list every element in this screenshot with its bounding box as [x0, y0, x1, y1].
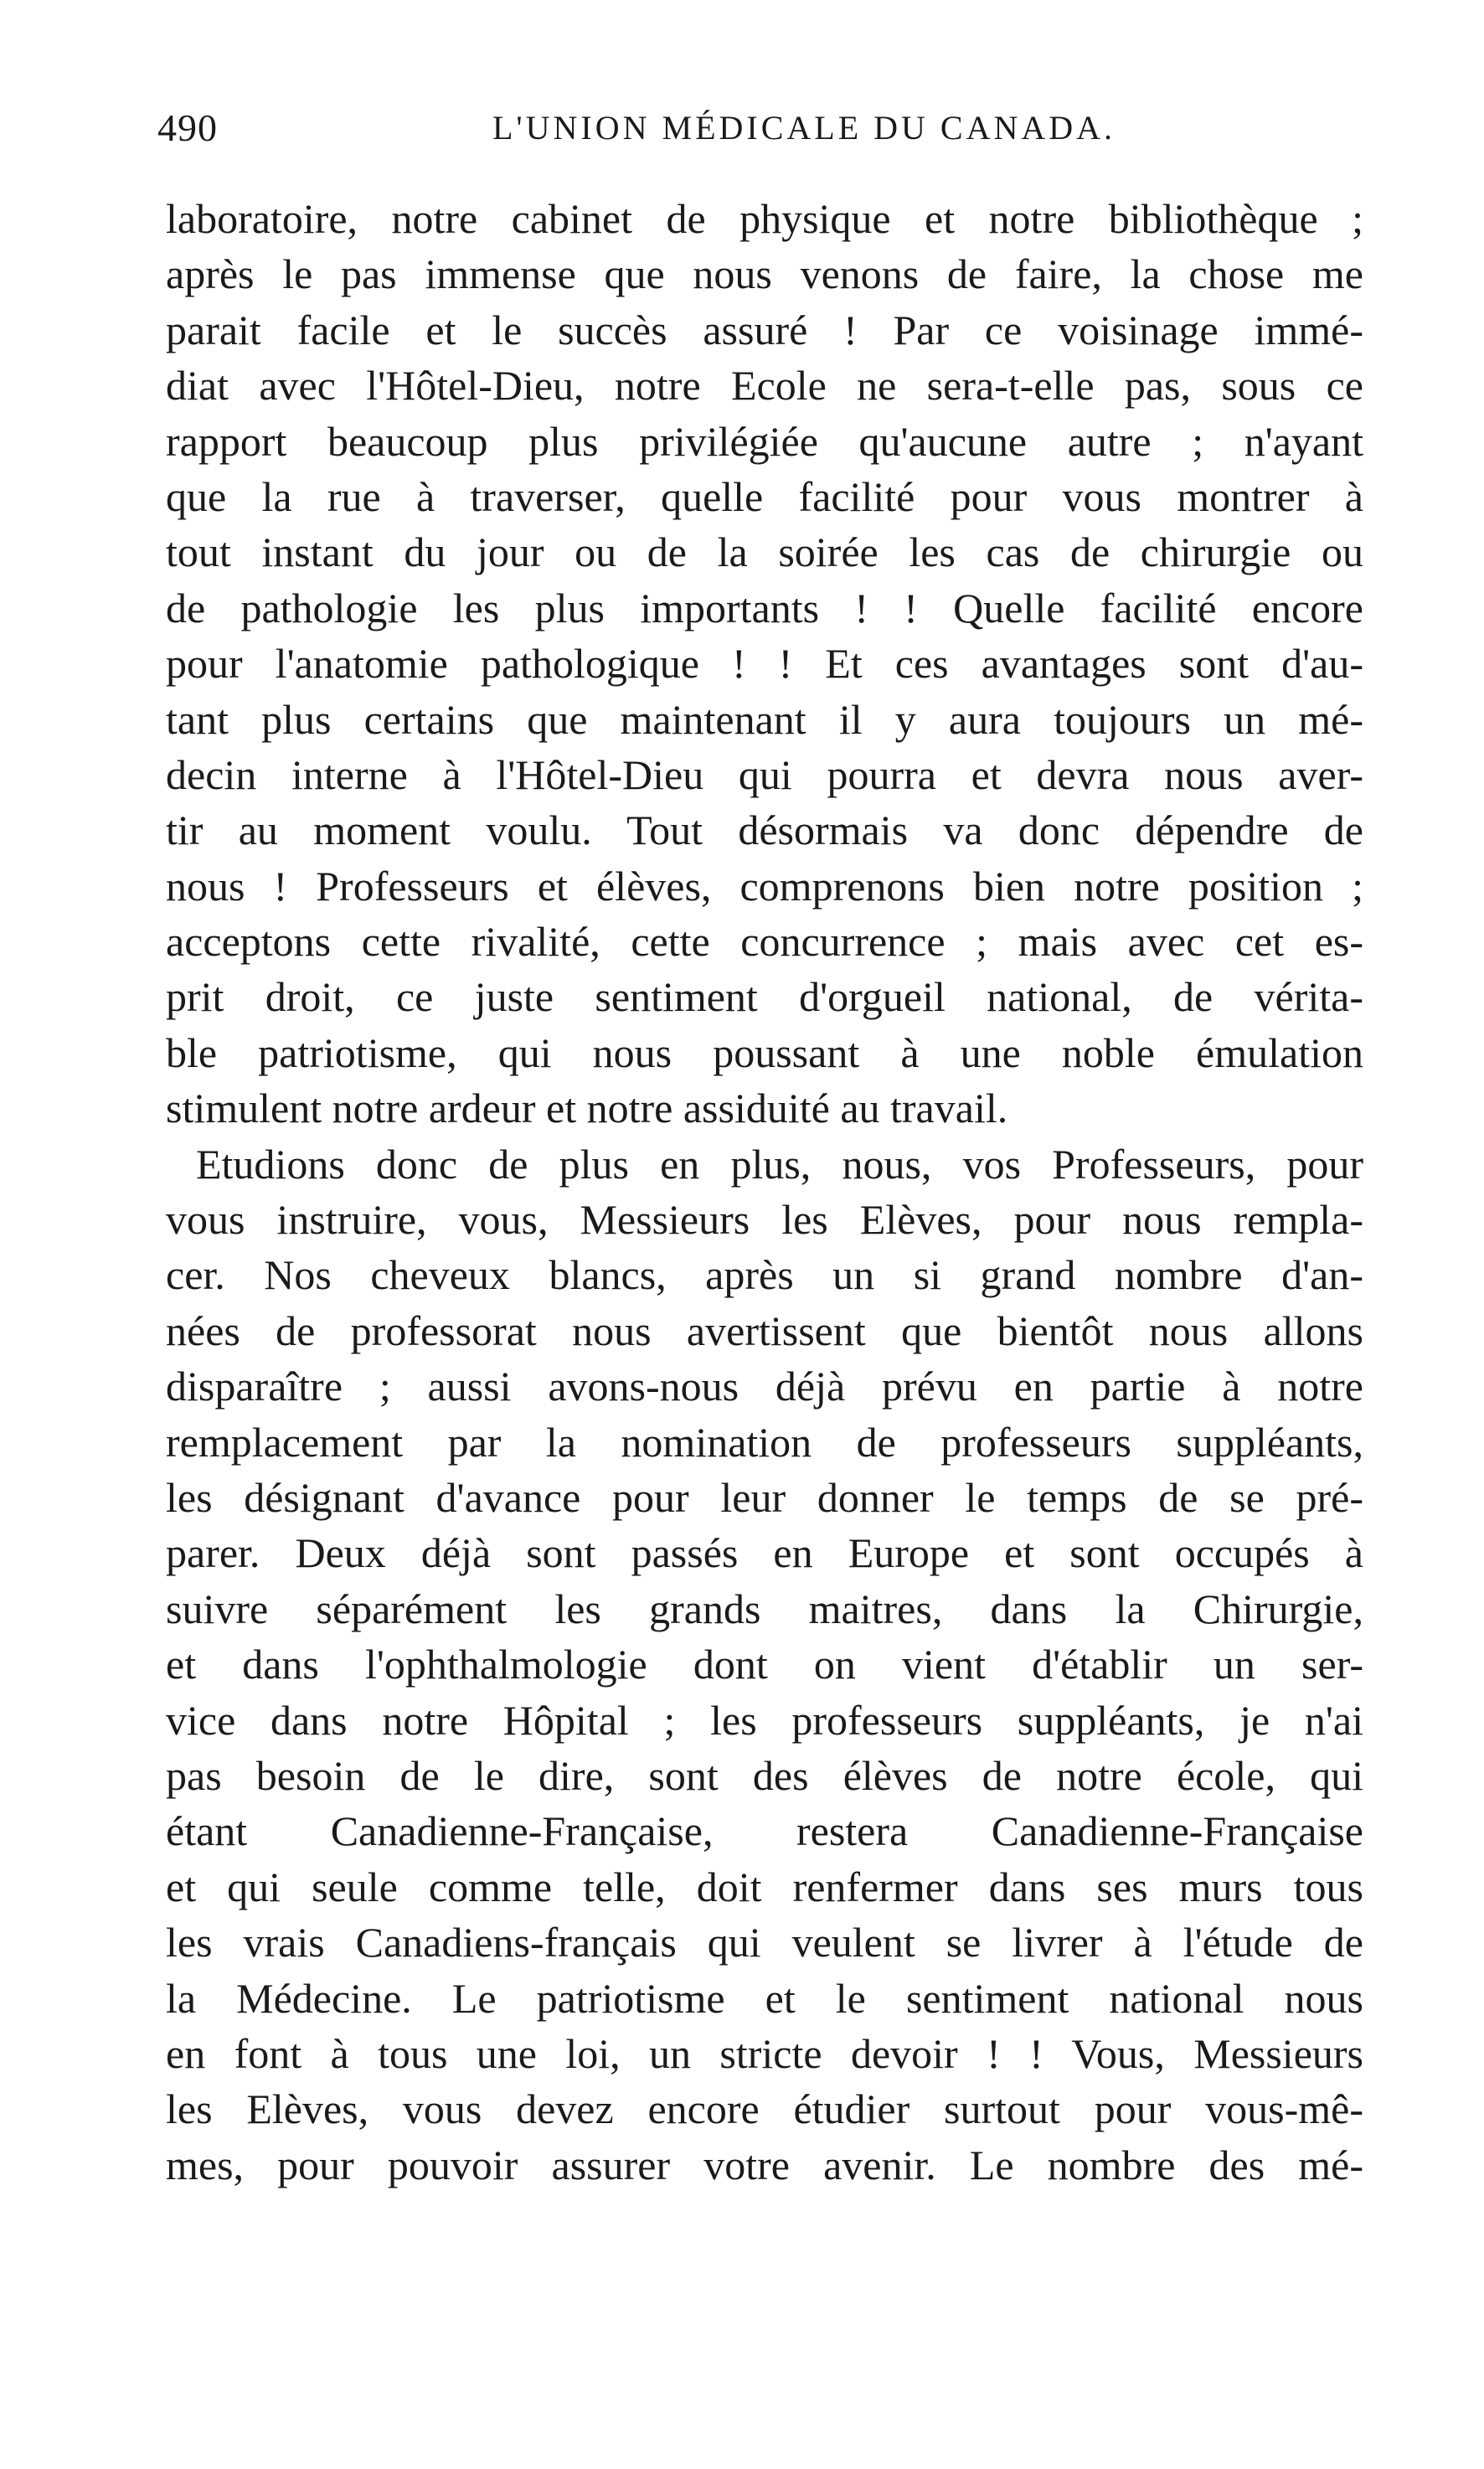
text-line: et dans l'ophthalmologie dont on vient d'établir un ser- [166, 1641, 1363, 1688]
text-line: étant Canadienne-Française, restera Canadienne-Française [166, 1807, 1363, 1855]
text-line: de pathologie les plus importants ! ! Quelle facilité encore [166, 584, 1363, 631]
text-line: decin interne à l'Hôtel-Dieu qui pourra et devra nous aver- [166, 750, 1363, 798]
running-title: L'UNION MÉDICALE DU CANADA. [492, 109, 1116, 147]
text-line: les vrais Canadiens-français qui veulent se livrer à l'étude de [166, 1919, 1363, 1966]
text-line: tir au moment voulu. Tout désormais va donc dépendre de [166, 807, 1363, 854]
text-line: disparaître ; aussi avons-nous déjà prévu en partie à notre [166, 1363, 1363, 1410]
text-line: rapport beaucoup plus privilégiée qu'aucune autre ; n'ayant [166, 417, 1363, 465]
page-number: 490 [157, 106, 218, 149]
text-line: en font à tous une loi, un stricte devoir ! ! Vous, Messieurs [166, 2029, 1363, 2077]
text-line: pour l'anatomie pathologique ! ! Et ces avantages sont d'au- [166, 640, 1363, 688]
text-line: vice dans notre Hôpital ; les professeurs suppléants, je n'ai [166, 1696, 1363, 1744]
paragraph-start-line: Etudions donc de plus en plus, nous, vos Professeurs, pour [196, 1140, 1363, 1188]
body-text [166, 191, 1363, 2193]
text-line: les Elèves, vous devez encore étudier surtout pour vous-mê- [166, 2085, 1363, 2133]
text-line: acceptons cette rivalité, cette concurrence ; mais avec cet es- [166, 918, 1363, 966]
text-line: cer. Nos cheveux blancs, après un si grand nombre d'an- [166, 1251, 1363, 1299]
text-line: parait facile et le succès assuré ! Par ce voisinage immé- [166, 306, 1363, 353]
text-line: remplacement par la nomination de professeurs suppléants, [166, 1418, 1363, 1466]
text-line: vous instruire, vous, Messieurs les Elèves, pour nous rempla- [166, 1196, 1363, 1244]
text-line: après le pas immense que nous venons de faire, la chose me [166, 250, 1363, 298]
text-line: parer. Deux déjà sont passés en Europe et sont occupés à [166, 1529, 1363, 1577]
text-line: laboratoire, notre cabinet de physique et notre bibliothèque ; [166, 195, 1363, 242]
paragraph-end-line: stimulent notre ardeur et notre assiduité au travail. [166, 1085, 1008, 1132]
text-line: mes, pour pouvoir assurer votre avenir. Le nombre des mé- [166, 2141, 1363, 2188]
text-line: pas besoin de le dire, sont des élèves de notre école, qui [166, 1751, 1363, 1799]
text-line: nées de professorat nous avertissent que bientôt nous allons [166, 1307, 1363, 1354]
text-line: diat avec l'Hôtel-Dieu, notre Ecole ne sera-t-elle pas, sous ce [166, 362, 1363, 410]
text-line: tout instant du jour ou de la soirée les cas de chirurgie ou [166, 528, 1363, 576]
text-line: suivre séparément les grands maitres, dans la Chirurgie, [166, 1585, 1363, 1632]
text-line: et qui seule comme telle, doit renfermer dans ses murs tous [166, 1863, 1363, 1910]
text-line: les désignant d'avance pour leur donner le temps de se pré- [166, 1473, 1363, 1521]
text-line: la Médecine. Le patriotisme et le sentiment national nous [166, 1974, 1363, 2022]
text-line: que la rue à traverser, quelle facilité pour vous montrer à [166, 472, 1363, 520]
page-header [157, 99, 1363, 157]
text-line: ble patriotisme, qui nous poussant à une noble émulation [166, 1028, 1363, 1076]
text-line: nous ! Professeurs et élèves, comprenons bien notre position ; [166, 862, 1363, 910]
text-line: prit droit, ce juste sentiment d'orgueil national, de vérita- [166, 973, 1363, 1021]
text-line: tant plus certains que maintenant il y aura toujours un mé- [166, 695, 1363, 743]
